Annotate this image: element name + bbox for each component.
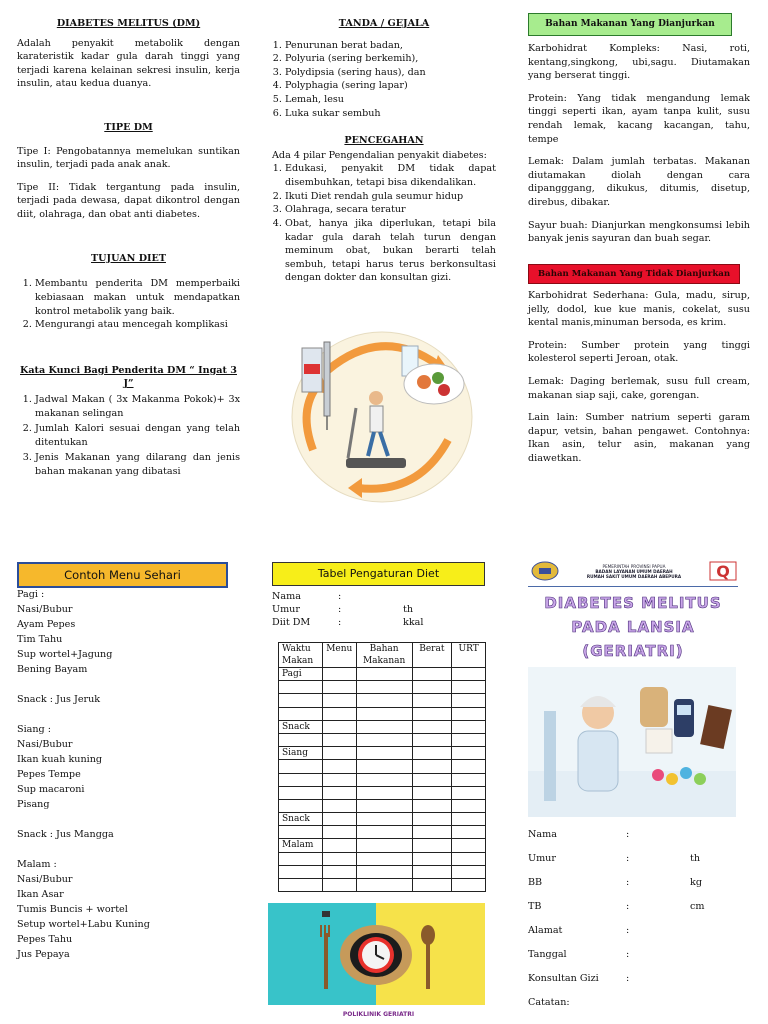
list-item: 1. Jadwal Makan ( 3x Makanma Pokok)+ 3x makanan selingan xyxy=(35,393,240,420)
table-cell xyxy=(356,773,412,786)
table-cell xyxy=(322,826,356,839)
list-item: 3. Polydipsia (sering haus), dan xyxy=(285,66,496,80)
tidak-heading: Bahan Makanan Yang Tidak Dianjurkan xyxy=(528,264,740,284)
menu-list xyxy=(17,587,228,962)
table-cell xyxy=(322,813,356,826)
cover-field-label: Tanggal xyxy=(528,949,567,960)
cover-field-label: Umur xyxy=(528,853,556,864)
row-label-cell: Siang xyxy=(279,747,323,760)
row-label-cell xyxy=(279,733,323,746)
menu-line: Malam : xyxy=(17,859,57,870)
list-item: 1. Penurunan berat badan, xyxy=(285,39,496,53)
cover-header xyxy=(530,558,738,584)
list-item: 4. Obat, hanya jika diperlukan, tetapi bila kadar gula darah telah turun dengan meminum obat, bukan berarti telah sembuh, tetapi harus terus berkonsultasi dengan dokter dan konsultan gizi. xyxy=(285,217,496,285)
cover-field-row xyxy=(528,900,738,924)
row-label-cell xyxy=(279,707,323,720)
cover-title-line3: (GERIATRI) xyxy=(582,642,684,660)
tipe2-text: Tipe II: Tidak tergantung pada insulin, terjadi pada dewasa, dapat dikontrol dengan diit, olahraga, dan obat anti diabetes. xyxy=(17,181,240,221)
menu-line: Setup wortel+Labu Kuning xyxy=(17,919,150,930)
cover-field-row xyxy=(528,852,738,876)
menu-line xyxy=(17,677,228,692)
table-cell xyxy=(322,865,356,878)
list-item: 1. Membantu penderita DM memperbaiki kebiasaan makan untuk mendapatkan kontrol metabolik yang baik. xyxy=(35,277,240,318)
table-row xyxy=(279,879,486,892)
table-cell xyxy=(356,786,412,799)
col-header-berat: Berat xyxy=(412,643,452,668)
menu-line xyxy=(17,812,228,827)
table-cell xyxy=(412,694,452,707)
tujuan-heading: TUJUAN DIET xyxy=(91,252,166,264)
table-cell xyxy=(412,826,452,839)
cover-field-label: TB xyxy=(528,901,542,912)
table-row xyxy=(279,707,486,720)
table-row xyxy=(279,668,486,681)
table-cell xyxy=(452,865,486,878)
table-cell xyxy=(356,760,412,773)
table-cell xyxy=(412,839,452,852)
diet-table-wrapper xyxy=(278,642,486,892)
table-cell xyxy=(412,773,452,786)
table-cell xyxy=(356,879,412,892)
table-cell xyxy=(322,694,356,707)
dianjurkan-content xyxy=(528,42,750,255)
table-cell xyxy=(452,852,486,865)
table-cell xyxy=(322,720,356,733)
table-cell xyxy=(322,668,356,681)
table-cell xyxy=(452,733,486,746)
table-cell xyxy=(412,799,452,812)
table-cell xyxy=(412,707,452,720)
table-cell xyxy=(356,799,412,812)
table-cell xyxy=(356,668,412,681)
pencegahan-intro: Ada 4 pilar Pengendalian penyakit diabetes: xyxy=(272,149,487,161)
diabetes-cycle-illustration xyxy=(288,330,476,504)
tidak-lainlain: Lain lain: Sumber natrium seperti garam dapur, vetsin, bahan pengawet. Contohnya: Ikan asin, telur asin, makanan yang diawetkan. xyxy=(528,412,750,465)
table-cell xyxy=(452,681,486,694)
table-cell xyxy=(452,799,486,812)
menu-line: Bening Bayam xyxy=(17,664,88,675)
table-cell xyxy=(412,865,452,878)
cover-title-line1: DIABETES MELITUS xyxy=(544,594,722,612)
table-cell xyxy=(412,760,452,773)
table-cell xyxy=(452,668,486,681)
menu-line: Pisang xyxy=(17,799,50,810)
cover-field-sep: : xyxy=(626,853,630,864)
table-cell xyxy=(452,747,486,760)
cover-field-sep: : xyxy=(626,925,630,936)
table-cell xyxy=(452,826,486,839)
dianjurkan-protein: Protein: Yang tidak mengandung lemak tinggi seperti ikan, ayam tanpa kulit, susu rendah lemak, kacang kacangan, tahu, tempe xyxy=(528,92,750,145)
table-cell xyxy=(452,839,486,852)
tidak-karbohidrat: Karbohidrat Sederhana: Gula, madu, sirup, jelly, dodol, kue kue manis, cokelat, susu kental manis,minuman bersoda, es krim. xyxy=(528,290,750,329)
table-cell xyxy=(452,879,486,892)
header-divider xyxy=(528,586,738,587)
cover-field-sep: : xyxy=(626,901,630,912)
table-row xyxy=(279,681,486,694)
table-cell xyxy=(356,733,412,746)
diet-table xyxy=(278,642,486,892)
table-cell xyxy=(412,681,452,694)
diet-field-nama: Nama : xyxy=(272,591,342,602)
list-item: 2. Jumlah Kalori sesuai dengan yang telah ditentukan xyxy=(35,422,240,449)
menu-line: Sup wortel+Jagung xyxy=(17,649,113,660)
column-left-top xyxy=(17,17,240,479)
table-cell xyxy=(356,813,412,826)
table-cell xyxy=(452,760,486,773)
tanda-list xyxy=(272,39,496,121)
diet-fields xyxy=(272,590,485,629)
menu-line: Tumis Buncis + wortel xyxy=(17,904,128,915)
menu-line xyxy=(17,707,228,722)
tujuan-list xyxy=(17,277,240,331)
table-row xyxy=(279,694,486,707)
pencegahan-heading: PENCEGAHAN xyxy=(344,135,424,147)
cover-field-label: BB xyxy=(528,877,543,888)
tanda-heading: TANDA / GEJALA xyxy=(338,18,430,29)
dianjurkan-lemak: Lemak: Dalam jumlah terbatas. Makanan diutamakan diolah dengan cara dipangggang, dikukus, ditumis, disetup, direbus, dibakar. xyxy=(528,156,750,209)
table-cell xyxy=(322,773,356,786)
cover-title xyxy=(528,591,738,663)
table-row xyxy=(279,852,486,865)
cover-fields xyxy=(528,828,738,1020)
cover-field-sep: : xyxy=(626,829,630,840)
list-item: 2. Ikuti Diet rendah gula seumur hidup xyxy=(285,190,496,204)
table-row xyxy=(279,720,486,733)
cover-field-sep: : xyxy=(626,973,630,984)
menu-line xyxy=(17,842,228,857)
table-cell xyxy=(356,720,412,733)
column-middle-top xyxy=(272,17,496,285)
menu-line: Sup macaroni xyxy=(17,784,85,795)
menu-line: Ikan Asar xyxy=(17,889,64,900)
table-cell xyxy=(356,694,412,707)
tidak-content xyxy=(528,289,750,475)
table-cell xyxy=(452,694,486,707)
diet-field-diitdm: Diit DM : kkal xyxy=(272,617,424,628)
col-header-bahan: Bahan Makanan xyxy=(356,643,412,668)
elderly-diabetes-image xyxy=(528,667,736,817)
row-label-cell: Snack xyxy=(279,720,323,733)
list-item: 6. Luka sukar sembuh xyxy=(285,107,496,121)
table-row xyxy=(279,786,486,799)
row-label-cell: Pagi xyxy=(279,668,323,681)
table-cell xyxy=(452,813,486,826)
poliklinik-footer: POLIKLINIK GERIATRI xyxy=(342,1011,415,1018)
dm-heading: DIABETES MELITUS (DM) xyxy=(56,18,201,29)
row-label-cell xyxy=(279,799,323,812)
list-item: 5. Lemah, lesu xyxy=(285,93,496,107)
table-row xyxy=(279,773,486,786)
cover-field-unit: kg xyxy=(690,877,702,888)
menu-line: Nasi/Bubur xyxy=(17,604,73,615)
table-cell xyxy=(322,733,356,746)
row-label-cell xyxy=(279,694,323,707)
table-cell xyxy=(322,707,356,720)
table-row xyxy=(279,813,486,826)
table-cell xyxy=(412,668,452,681)
menu-heading-box xyxy=(17,562,228,588)
cover-field-label: Alamat xyxy=(528,925,563,936)
cover-field-unit: th xyxy=(690,853,701,864)
menu-line: Pagi : xyxy=(17,589,45,600)
dianjurkan-heading-box xyxy=(528,13,732,36)
row-label-cell xyxy=(279,852,323,865)
cover-field-row xyxy=(528,948,738,972)
table-cell xyxy=(356,839,412,852)
cover-title-line2: PADA LANSIA xyxy=(571,618,695,636)
hospital-logo-icon xyxy=(708,560,738,582)
table-cell xyxy=(322,852,356,865)
menu-line: Tim Tahu xyxy=(17,634,63,645)
cover-field-row xyxy=(528,996,738,1020)
table-cell xyxy=(322,799,356,812)
menu-line: Snack : Jus Jeruk xyxy=(17,694,101,705)
menu-heading: Contoh Menu Sehari xyxy=(17,562,228,588)
menu-line: Snack : Jus Mangga xyxy=(17,829,114,840)
menu-line: Ikan kuah kuning xyxy=(17,754,103,765)
list-item: 2. Mengurangi atau mencegah komplikasi xyxy=(35,318,240,332)
table-cell xyxy=(412,852,452,865)
table-cell xyxy=(412,879,452,892)
menu-line: Pepes Tahu xyxy=(17,934,73,945)
table-row xyxy=(279,747,486,760)
table-cell xyxy=(412,733,452,746)
cover-field-row xyxy=(528,828,738,852)
cover-field-row xyxy=(528,876,738,900)
col-header-menu: Menu xyxy=(322,643,356,668)
cover-field-label: Nama xyxy=(528,829,557,840)
row-label-cell xyxy=(279,786,323,799)
diet-field-umur: Umur : th xyxy=(272,604,414,615)
list-item: 4. Polyphagia (sering lapar) xyxy=(285,79,496,93)
table-row xyxy=(279,865,486,878)
col-header-urt: URT xyxy=(452,643,486,668)
tipe1-text: Tipe I: Pengobatannya memelukan suntikan insulin, terjadi pada anak anak. xyxy=(17,145,240,171)
list-item: 3. Jenis Makanan yang dilarang dan jenis bahan makanan yang dibatasi xyxy=(35,451,240,478)
hospital-letterhead: PEMERINTAH PROVINSI PAPUA BADAN LAYANAN UMUM DAERAH RUMAH SAKIT UMUM DAERAH ABEPURA xyxy=(586,563,682,579)
table-cell xyxy=(452,786,486,799)
row-label-cell xyxy=(279,773,323,786)
cover-field-label: Catatan: xyxy=(528,997,570,1008)
table-cell xyxy=(356,826,412,839)
tidak-protein: Protein: Sumber protein yang tinggi kolesterol seperti Jeroan, otak. xyxy=(528,339,750,365)
row-label-cell: Malam xyxy=(279,839,323,852)
cover-field-row xyxy=(528,972,738,996)
menu-line: Nasi/Bubur xyxy=(17,739,73,750)
table-cell xyxy=(322,760,356,773)
dianjurkan-karbohidrat: Karbohidrat Kompleks: Nasi, roti, kentang,singkong, ubi,sagu. Diutamakan yang berserat tinggi. xyxy=(528,43,750,82)
table-cell xyxy=(356,747,412,760)
list-item: 1. Edukasi, penyakit DM tidak dapat disembuhkan, tetapi bisa dikendalikan. xyxy=(285,162,496,189)
pencegahan-list xyxy=(272,162,496,284)
tidak-lemak: Lemak: Daging berlemak, susu full cream, makanan siap saji, cake, gorengan. xyxy=(528,376,750,401)
cover-field-sep: : xyxy=(626,949,630,960)
table-cell xyxy=(356,681,412,694)
table-cell xyxy=(356,865,412,878)
dianjurkan-heading: Bahan Makanan Yang Dianjurkan xyxy=(528,13,732,36)
table-cell xyxy=(412,813,452,826)
table-cell xyxy=(452,720,486,733)
svg-text:Q: Q xyxy=(716,562,730,581)
row-label-cell xyxy=(279,879,323,892)
cover-field-row xyxy=(528,924,738,948)
tipe-heading: TIPE DM xyxy=(104,122,153,134)
diet-heading: Tabel Pengaturan Diet xyxy=(272,562,485,586)
row-label-cell xyxy=(279,826,323,839)
diet-heading-box xyxy=(272,562,485,586)
table-cell xyxy=(356,707,412,720)
kunci-heading: Kata Kunci Bagi Penderita DM “ Ingat 3 J” xyxy=(20,364,237,390)
table-cell xyxy=(322,786,356,799)
col-header-waktu: Waktu Makan xyxy=(279,643,323,668)
table-cell xyxy=(452,773,486,786)
table-cell xyxy=(322,839,356,852)
row-label-cell xyxy=(279,760,323,773)
table-cell xyxy=(412,786,452,799)
table-row xyxy=(279,839,486,852)
list-item: 3. Olahraga, secara teratur xyxy=(285,203,496,217)
table-cell xyxy=(356,852,412,865)
table-cell xyxy=(412,720,452,733)
papua-emblem-icon xyxy=(530,560,560,582)
menu-line: Ayam Pepes xyxy=(17,619,76,630)
list-item: 2. Polyuria (sering berkemih), xyxy=(285,52,496,66)
table-row xyxy=(279,799,486,812)
table-cell xyxy=(452,707,486,720)
meal-time-illustration xyxy=(268,903,485,1005)
menu-line: Pepes Tempe xyxy=(17,769,81,780)
dianjurkan-sayur: Sayur buah: Dianjurkan mengkonsumsi lebih banyak jenis sayuran dan buah segar. xyxy=(528,219,750,245)
dm-definition: Adalah penyakit metabolik dengan karateristik kadar gula darah tinggi yang terjadi karena kelainan sekresi insulin, kerja insulin, atau kedua duanya. xyxy=(17,37,240,90)
table-cell xyxy=(322,681,356,694)
row-label-cell xyxy=(279,865,323,878)
table-cell xyxy=(322,747,356,760)
table-row xyxy=(279,760,486,773)
table-cell xyxy=(412,747,452,760)
tidak-heading-box xyxy=(528,264,740,284)
menu-line: Jus Pepaya xyxy=(17,949,70,960)
table-cell xyxy=(322,879,356,892)
cover-field-unit: cm xyxy=(690,901,705,912)
kunci-list xyxy=(17,393,240,479)
menu-line: Siang : xyxy=(17,724,51,735)
cover-field-label: Konsultan Gizi xyxy=(528,973,599,984)
table-row xyxy=(279,826,486,839)
cover-field-sep: : xyxy=(626,877,630,888)
row-label-cell xyxy=(279,681,323,694)
table-row xyxy=(279,733,486,746)
row-label-cell: Snack xyxy=(279,813,323,826)
menu-line: Nasi/Bubur xyxy=(17,874,73,885)
